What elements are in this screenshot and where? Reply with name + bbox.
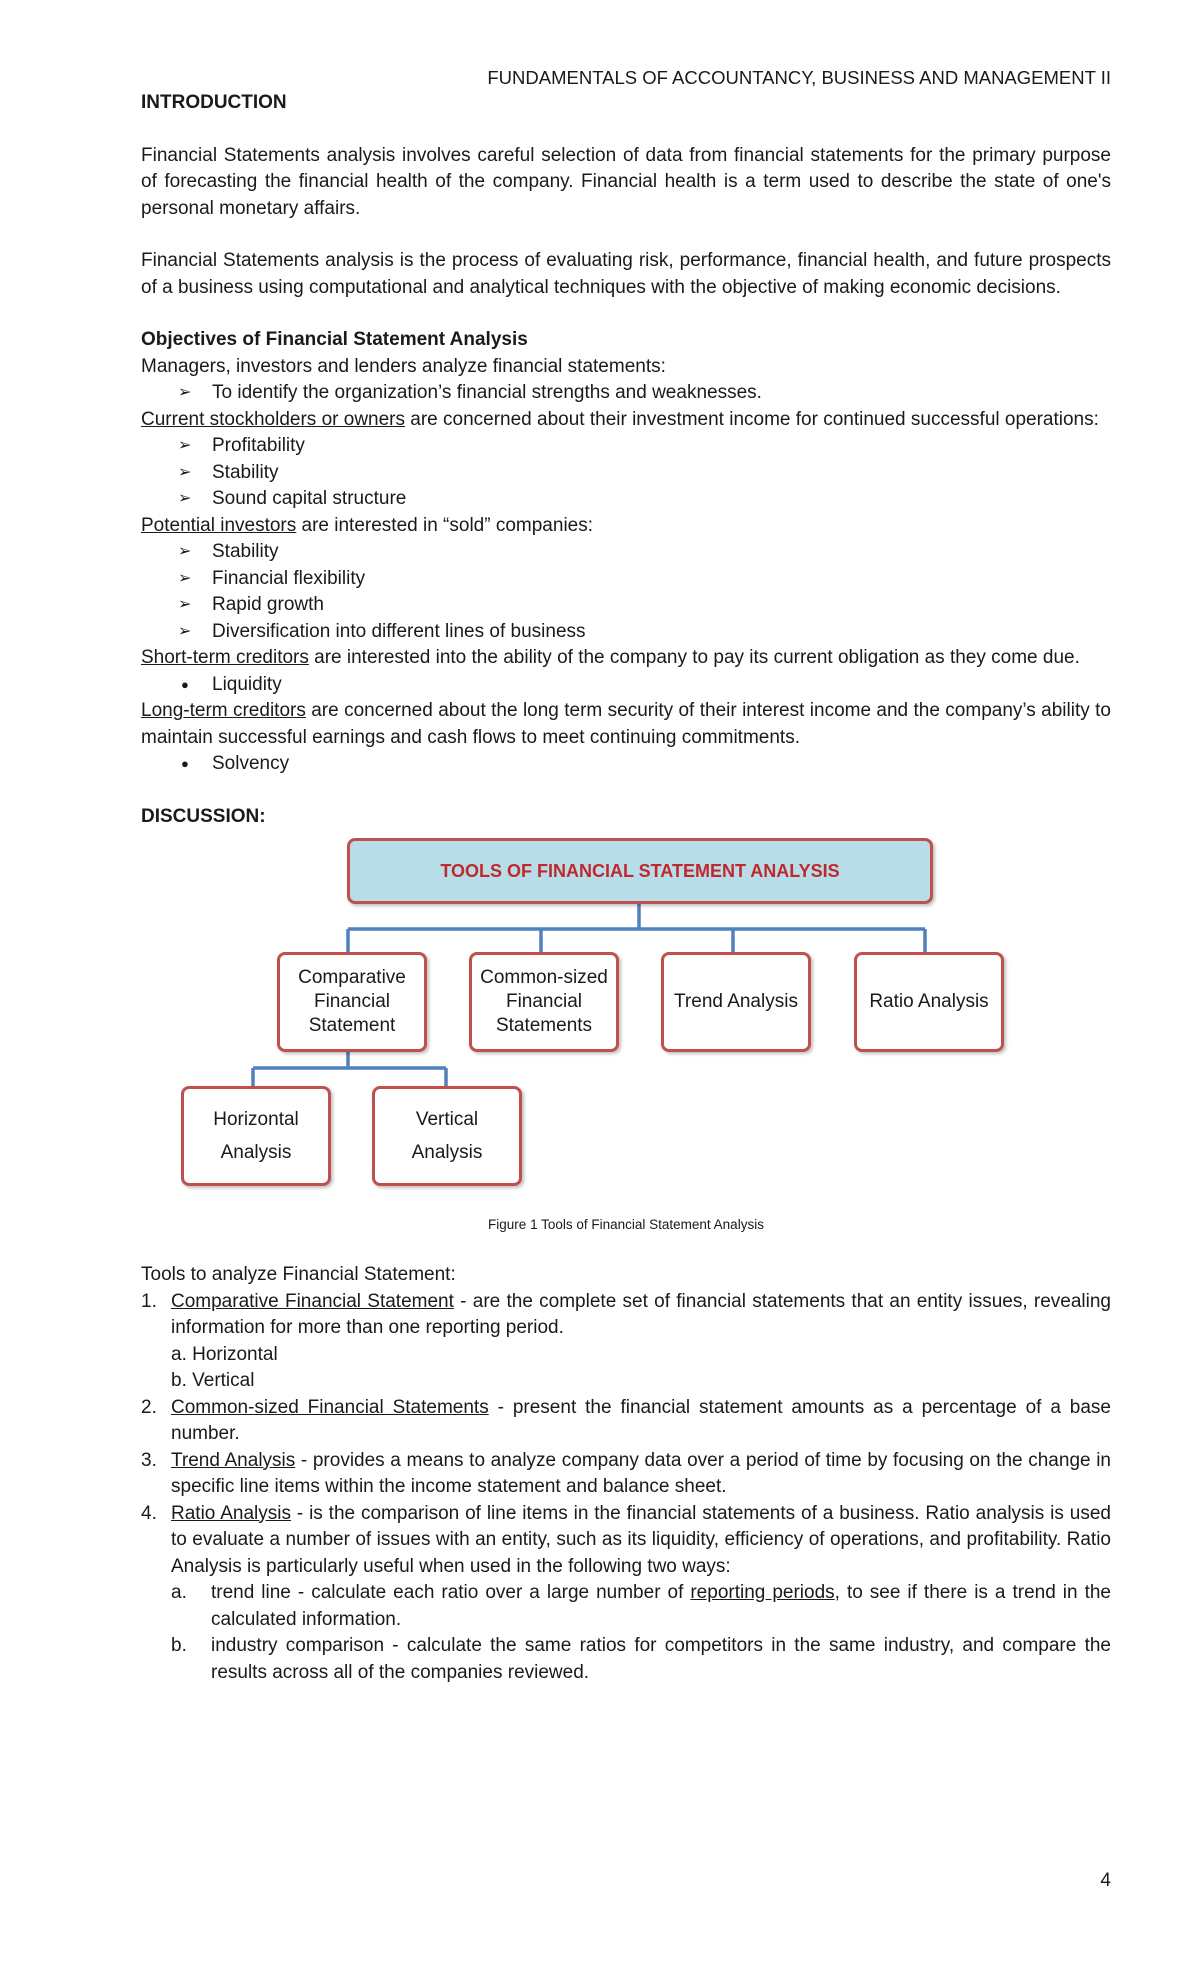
- arrow-bullet-icon: ➢: [178, 543, 192, 560]
- arrow-bullet-icon: ➢: [178, 622, 192, 640]
- tool-item-common-sized: 2. Common-sized Financial Statements - present the financial statement amounts as a percentage of a base number.: [141, 1396, 1112, 1444]
- tools-list: [141, 1289, 1111, 1581]
- managers-list: [141, 380, 1111, 407]
- list-item: ➢ Stability: [141, 460, 1111, 487]
- tools-org-chart: [141, 838, 1111, 1262]
- long-term-creditors-label: Long-term creditors: [141, 700, 306, 721]
- short-term-list: [141, 672, 1111, 699]
- list-item: ➢ Sound capital structure: [141, 486, 1111, 513]
- root-box-tools-of-financial-statement-analysis: TOOLS OF FINANCIAL STATEMENT ANALYSIS: [347, 838, 933, 904]
- arrow-bullet-icon: ➢: [178, 463, 192, 481]
- list-item: ➢ Profitability: [141, 433, 1111, 460]
- intro-paragraph-2: Financial Statements analysis is the process of evaluating risk, performance, financial health, and future prospects of a business using computational and analytical techniques with the objective of making economic decisions.: [141, 250, 1111, 298]
- tool-label: Ratio Analysis: [171, 1502, 291, 1524]
- sub-item-vertical: b. Vertical: [171, 1370, 255, 1391]
- potential-investors-list: [141, 539, 1111, 645]
- short-term-creditors-paragraph: Short-term creditors are interested into the ability of the company to pay its current obligation as they come due.: [141, 647, 1080, 668]
- potential-investors-paragraph: Potential investors are interested in “sold” companies:: [141, 514, 594, 536]
- figure-caption: Figure 1 Tools of Financial Statement Analysis: [488, 1217, 764, 1232]
- tool-label: Comparative Financial Statement: [171, 1290, 454, 1312]
- tool-item-ratio: 4. Ratio Analysis - is the comparison of line items in the financial statements of a business. Ratio analysis is used to evaluate a number of issues with an entity, such as its liquidity, efficiency of operations, and profitability. Ratio Analysis is particularly useful when used in the following two ways:: [141, 1502, 1111, 1577]
- long-term-list: [141, 751, 1111, 778]
- box-vertical-analysis: Vertical Analysis: [372, 1086, 522, 1186]
- list-item: ➢ Diversification into different lines of business: [141, 619, 1111, 646]
- box-horizontal-analysis: Horizontal Analysis: [181, 1086, 331, 1186]
- tools-intro: Tools to analyze Financial Statement:: [141, 1264, 456, 1285]
- stockholders-list: [141, 433, 1111, 513]
- box-comparative-financial-statement: Comparative Financial Statement: [277, 952, 427, 1052]
- list-item: ➢ Stability: [141, 539, 1111, 566]
- introduction-heading: INTRODUCTION: [141, 92, 287, 113]
- arrow-bullet-icon: ➢: [178, 490, 192, 507]
- objectives-heading: Objectives of Financial Statement Analysis: [141, 329, 528, 350]
- stockholders-paragraph: Current stockholders or owners are concerned about their investment income for continued successful operations:: [141, 408, 1099, 430]
- dot-bullet-icon: ●: [181, 676, 189, 692]
- list-item: ● Solvency: [141, 751, 1111, 778]
- tool-item-trend: 3. Trend Analysis - provides a means to analyze company data over a period of time by focusing on the change in specific line items within the income statement and balance sheet.: [141, 1449, 1111, 1497]
- long-term-creditors-paragraph: Long-term creditors are concerned about the long term security of their interest income and the company’s ability to maintain successful earnings and cash flows to meet continuing commitments.: [141, 700, 1111, 748]
- running-header: FUNDAMENTALS OF ACCOUNTANCY, BUSINESS AND MANAGEMENT II: [487, 67, 1111, 88]
- stockholders-label: Current stockholders or owners: [141, 408, 405, 430]
- list-item: ➢ Rapid growth: [141, 592, 1111, 619]
- potential-investors-label: Potential investors: [141, 514, 297, 536]
- sub-item-horizontal: a. Horizontal: [171, 1343, 278, 1365]
- dot-bullet-icon: ●: [181, 756, 189, 771]
- list-item: ➢ Financial flexibility: [141, 566, 1111, 593]
- page-number: 4: [1100, 1870, 1111, 1891]
- arrow-bullet-icon: ➢: [178, 437, 192, 454]
- short-term-creditors-label: Short-term creditors: [141, 647, 309, 668]
- box-common-sized-financial-statements: Common-sized Financial Statements: [469, 952, 619, 1052]
- tool-label: Common-sized Financial Statements: [171, 1396, 489, 1418]
- arrow-bullet-icon: ➢: [178, 384, 192, 401]
- intro-paragraph-1: Financial Statements analysis involves careful selection of data from financial statements for the primary purpose of forecasting the financial health of the company. Financial health is a term used to describe the state of one's personal monetary affairs.: [141, 144, 1111, 219]
- tool-item-comparative: 1. Comparative Financial Statement - are the complete set of financial statements that an entity issues, revealing information for more than one reporting period.: [141, 1290, 1111, 1338]
- list-item: ➢ To identify the organization’s financial strengths and weaknesses.: [141, 380, 1111, 407]
- arrow-bullet-icon: ➢: [178, 596, 192, 613]
- managers-line: Managers, investors and lenders analyze financial statements:: [141, 355, 666, 377]
- box-ratio-analysis: Ratio Analysis: [854, 952, 1004, 1052]
- reporting-periods-link: reporting periods: [690, 1582, 835, 1603]
- tool-label: Trend Analysis: [171, 1449, 296, 1471]
- document-page: [141, 66, 1111, 1686]
- discussion-heading: DISCUSSION:: [141, 805, 266, 827]
- ratio-sub-item-trend-line: a. trend line - calculate each ratio over a large number of reporting periods, to see if there is a trend in the calculated information.: [171, 1582, 1111, 1630]
- list-item: ● Liquidity: [141, 672, 1111, 699]
- box-trend-analysis: Trend Analysis: [661, 952, 811, 1052]
- arrow-bullet-icon: ➢: [178, 569, 192, 587]
- ratio-sub-item-industry-comparison: b. industry comparison - calculate the same ratios for competitors in the same industry, and compare the results across all of the companies reviewed.: [171, 1635, 1111, 1683]
